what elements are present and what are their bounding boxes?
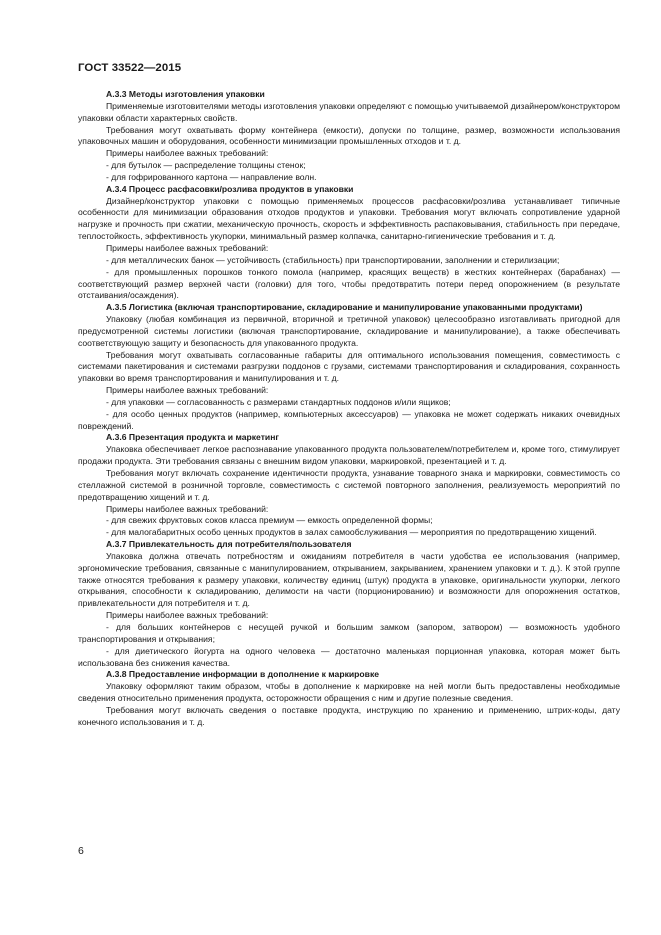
paragraph: Требования могут охватывать форму контейнера (емкости), допуски по толщине, размер, возможности использования упаковочных машин и оборудования, особенности минимизации промышленных отходов и т. д. <box>78 124 620 147</box>
list-item: - для свежих фруктовых соков класса премиум — емкость определенной формы; <box>106 515 433 526</box>
page-number: 6 <box>78 845 84 857</box>
section-heading: А.3.7 Привлекательность для потребителя/пользователя <box>106 539 352 550</box>
paragraph: Упаковка должна отвечать потребностям и ожиданиям потребителя в части удобства ее использования (например, эргономические требования, связанные с манипулированием, открыванием, закрыванием, хранением упаковки и т. д.). К этой группе также относятся требования к размеру упаковки, количеству единиц (штук) продукта в упаковке, оригинальности укупорки, легкого открывания, способности к складированию, делимости на части (порционированию) и возможности для опорожнения остатков, привлекательности для потребителя и т. д. <box>78 550 620 609</box>
paragraph: Применяемые изготовителями методы изготовления упаковки определяют с помощью учитываемой дизайнером/конструктором упаковки области характерных свойств. <box>78 100 620 123</box>
list-item: - для больших контейнеров с несущей ручкой и большим замком (запором, затвором) — возможность удобного транспортирования и открывания; <box>78 621 620 644</box>
paragraph: Дизайнер/конструктор упаковки с помощью применяемых процессов расфасовки/розлива устанавливает типичные особенности для минимизации образования отходов продуктов и упаковки. Требования могут включать сопротивление ударной нагрузке и прочность при сжатии, механическую прочность, скорость и эффективность распаковывания, стабильность при передаче, теплостойкость, эффективность укупорки, минимальный размер колпачка, санитарно-гигиенические требования и т. д. <box>78 195 620 242</box>
list-item: - для гофрированного картона — направление волн. <box>106 171 317 182</box>
list-item: - для диетического йогурта на одного человека — достаточно маленькая порционная упаковка, которая может быть использована без снижения качества. <box>78 645 620 668</box>
section-heading: А.3.8 Предоставление информации в дополнение к маркировке <box>106 669 380 680</box>
document-body <box>78 89 620 729</box>
document-header: ГОСТ 33522—2015 <box>78 62 182 74</box>
list-item: - для упаковки — согласованность с размерами стандартных поддонов и/или ящиков; <box>106 396 451 407</box>
paragraph: Примеры наиболее важных требований: <box>106 148 269 159</box>
paragraph: Примеры наиболее важных требований: <box>106 385 269 396</box>
section-heading: А.3.4 Процесс расфасовки/розлива продуктов в упаковки <box>106 183 354 194</box>
section-heading: А.3.3 Методы изготовления упаковки <box>106 89 265 99</box>
list-item: - для промышленных порошков тонкого помола (например, красящих веществ) в жестких контейнерах (барабанах) — соответствующий размер верхней части (головки) для того, чтобы предотвратить потери перед опорожнением (в результате отстаивания/осаждения). <box>78 266 620 301</box>
paragraph: Требования могут включать сохранение идентичности продукта, узнавание товарного знака и маркировки, совместимость со стеллажной системой в розничной торговле, совместимость с системой повторного заполнения, реализуемость мероприятий по предотвращению хищений и т. д. <box>78 468 620 502</box>
list-item: - для металлических банок — устойчивость (стабильность) при транспортировании, заполнении и стерилизации; <box>106 254 560 265</box>
list-item: - для бутылок — распределение толщины стенок; <box>106 160 306 171</box>
paragraph: Требования могут включать сведения о поставке продукта, инструкцию по хранению и применению, штрих-коды, дату конечного использования и т. д. <box>78 704 620 727</box>
list-item: - для малогабаритных особо ценных продуктов в залах самообслуживания — мероприятия по предотвращению хищений. <box>106 527 597 538</box>
paragraph: Упаковку (любая комбинация из первичной, вторичной и третичной упаковок) целесообразно изготавливать пригодной для предусмотренной системы логистики (включая транспортирование, складирование и манипулирование), а также обеспечивать соответствующую защиту и безопасность для упакованного продукта. <box>78 314 620 348</box>
section-heading: А.3.5 Логистика (включая транспортирование, складирование и манипулирование упакованными продуктами) <box>106 302 583 313</box>
list-item: - для особо ценных продуктов (например, компьютерных аксессуаров) — упаковка не может содержать никаких очевидных повреждений. <box>78 408 620 431</box>
paragraph: Примеры наиболее важных требований: <box>106 503 269 514</box>
paragraph: Требования могут охватывать согласованные габариты для оптимального использования помещения, совместимость с системами пакетирования и системами разгрузки поддонов с грузами, системами транспортирования и складирования, сохранность упаковки во время транспортирования и манипулирования и т. д. <box>78 349 620 384</box>
section-heading: А.3.6 Презентация продукта и маркетинг <box>106 432 279 443</box>
paragraph: Примеры наиболее важных требований: <box>106 242 269 253</box>
paragraph: Упаковка обеспечивает легкое распознавание упакованного продукта пользователем/потребителем и, кроме того, стимулирует продажи продукта. Эти требования связаны с внешним видом упаковки, маркировкой, презентацией и т. д. <box>78 444 620 467</box>
paragraph: Примеры наиболее важных требований: <box>106 610 269 621</box>
paragraph: Упаковку оформляют таким образом, чтобы в дополнение к маркировке на ней могли быть предоставлены необходимые сведения относительно применения продукта, осторожности обращения с ним и другие полезные сведения. <box>78 681 620 704</box>
